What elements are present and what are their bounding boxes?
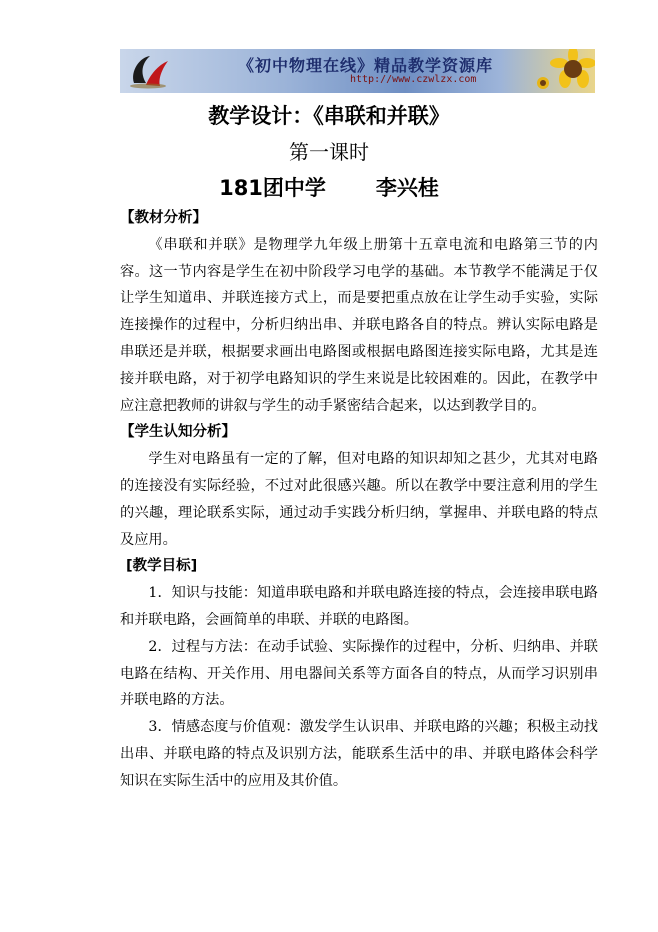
section-heading-textbook-analysis: 【教材分析】: [120, 210, 207, 226]
lesson-subtitle: 第一课时: [289, 140, 369, 164]
paragraph-goal-attitude: 3．情感态度与价值观：激发学生认识串、并联电路的兴趣；积极主动找出串、并联电路的特点及识别方法，能联系生活中的串、并联电路体会科学知识在实际生活中的应用及其价值。: [120, 719, 598, 789]
site-logo-icon: [126, 53, 170, 89]
sunflower-icon: [525, 49, 595, 93]
section-heading-teaching-goals: [教学目标]: [126, 558, 198, 575]
paragraph-textbook-analysis: 《串联和并联》是物理学九年级上册第十五章电流和电路第三节的内容。这一节内容是学生在初中阶段学习电学的基础。本节教学不能满足于仅让学生知道串、并联连接方式上，而是要把重点放在让学生动手实验，实际连接操作的过程中，分析归纳出串、并联电路各自的特点。辨认实际电路是串联还是并联，根据要求画出电路图或根据电路图连接实际电路，尤其是连接并联电路，对于初学电路知识的学生来说是比较困难的。因此，在教学中应注意把教师的讲叙与学生的动手紧密结合起来，以达到教学目的。: [120, 236, 598, 414]
section-heading-student-analysis: 【学生认知分析】: [120, 424, 236, 441]
school-author-line: [0, 172, 658, 202]
paragraph-student-analysis: 学生对电路虽有一定的了解，但对电路的知识却知之甚少，尤其对电路的连接没有实际经验，不过对此很感兴趣。所以在教学中要注意利用的学生的兴趣，理论联系实际，通过动手实践分析归纳，掌握串、并联电路的特点及应用。: [120, 451, 598, 548]
site-banner: [120, 49, 595, 93]
paragraph-goal-knowledge: 1．知识与技能：知道串联电路和并联电路连接的特点，会连接串联电路和并联电路，会画简单的串联、并联的电路图。: [120, 585, 598, 628]
document-title: 教学设计：《串联和并联》: [208, 103, 450, 128]
school-name: 181团中学: [219, 176, 326, 200]
document-body: [120, 205, 598, 795]
banner-url: http://www.czwlzx.com: [350, 74, 477, 85]
banner-title: 《初中物理在线》精品教学资源库: [238, 56, 494, 75]
paragraph-goal-process: 2．过程与方法：在动手试验、实际操作的过程中，分析、归纳串、并联电路在结构、开关作用、用电器间关系等方面各自的特点，从而学习识别串并联电路的方法。: [120, 638, 598, 709]
author-name: 李兴桂: [375, 176, 439, 200]
